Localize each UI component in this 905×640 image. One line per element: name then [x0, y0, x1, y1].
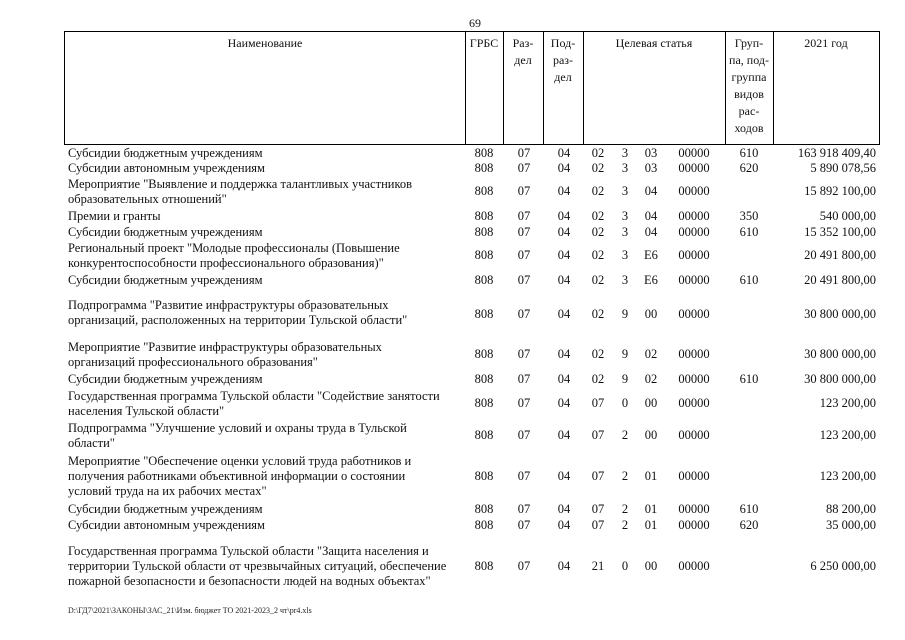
cell-t3: 02	[644, 347, 658, 361]
cell-grbs: 808	[474, 428, 494, 442]
cell-t3: 02	[644, 372, 658, 386]
cell-vr: 610	[739, 502, 759, 516]
cell-grbs: 808	[474, 559, 494, 573]
header-podrazdel: Под- раз- дел	[550, 36, 576, 84]
cell-rz: 07	[517, 502, 531, 516]
cell-rz: 07	[517, 347, 531, 361]
cell-rz: 07	[517, 372, 531, 386]
cell-t4: 00000	[678, 469, 710, 483]
table-row	[0, 389, 905, 419]
cell-t3: 04	[644, 184, 658, 198]
table-row	[0, 502, 905, 517]
cell-t2: 2	[621, 469, 629, 483]
cell-t4: 00000	[678, 347, 710, 361]
cell-grbs: 808	[474, 469, 494, 483]
cell-t1: 07	[591, 502, 605, 516]
cell-t2: 3	[621, 209, 629, 223]
cell-pr: 04	[557, 209, 571, 223]
table-row	[0, 161, 905, 176]
cell-t2: 9	[621, 347, 629, 361]
row-name: Субсидии бюджетным учреждениям	[68, 273, 263, 287]
cell-pr: 04	[557, 502, 571, 516]
cell-t1: 07	[591, 428, 605, 442]
cell-amount: 5 890 078,56	[810, 161, 876, 175]
cell-rz: 07	[517, 307, 531, 321]
row-name: Субсидии бюджетным учреждениям	[68, 502, 263, 516]
cell-t3: 00	[644, 428, 658, 442]
cell-t4: 00000	[678, 209, 710, 223]
cell-t3: 04	[644, 209, 658, 223]
cell-amount: 20 491 800,00	[804, 273, 876, 287]
cell-t1: 02	[591, 209, 605, 223]
cell-t4: 00000	[678, 184, 710, 198]
table-row	[0, 209, 905, 224]
cell-t1: 07	[591, 396, 605, 410]
cell-amount: 35 000,00	[826, 518, 876, 532]
cell-t1: 21	[591, 559, 605, 573]
table-row	[0, 372, 905, 387]
cell-amount: 123 200,00	[819, 428, 876, 442]
cell-t2: 2	[621, 518, 629, 532]
cell-t1: 02	[591, 146, 605, 160]
cell-t2: 3	[621, 146, 629, 160]
row-name: Субсидии бюджетным учреждениям	[68, 372, 263, 386]
cell-t4: 00000	[678, 225, 710, 239]
row-name: Субсидии бюджетным учреждениям	[68, 146, 263, 160]
cell-t1: 02	[591, 273, 605, 287]
header-target-article: Целевая статья	[615, 36, 693, 50]
cell-t3: 00	[644, 559, 658, 573]
cell-amount: 15 352 100,00	[804, 225, 876, 239]
cell-pr: 04	[557, 248, 571, 262]
cell-t2: 0	[621, 396, 629, 410]
cell-t2: 0	[621, 559, 629, 573]
cell-pr: 04	[557, 518, 571, 532]
row-name: Региональный проект "Молодые профессионалы (Повышение конкурентоспособности профессионального образования)"	[68, 241, 400, 270]
cell-pr: 04	[557, 396, 571, 410]
cell-grbs: 808	[474, 347, 494, 361]
table-row	[0, 273, 905, 288]
header-expense-group: Груп- па, под- группа видов рас- ходов	[729, 36, 769, 135]
cell-rz: 07	[517, 248, 531, 262]
header-razdel: Раз- дел	[512, 36, 534, 67]
cell-grbs: 808	[474, 307, 494, 321]
row-name: Мероприятие "Выявление и поддержка талантливых участников образовательных отношений"	[68, 177, 413, 206]
cell-pr: 04	[557, 307, 571, 321]
cell-vr: 610	[739, 273, 759, 287]
cell-t1: 02	[591, 248, 605, 262]
cell-t4: 00000	[678, 502, 710, 516]
cell-amount: 30 800 000,00	[804, 347, 876, 361]
cell-t2: 3	[621, 225, 629, 239]
cell-pr: 04	[557, 225, 571, 239]
cell-vr: 610	[739, 225, 759, 239]
cell-pr: 04	[557, 559, 571, 573]
table-row	[0, 146, 905, 161]
cell-t4: 00000	[678, 248, 710, 262]
cell-grbs: 808	[474, 225, 494, 239]
cell-vr: 610	[739, 372, 759, 386]
cell-t3: 04	[644, 225, 658, 239]
row-name: Подпрограмма "Улучшение условий и охраны труда в Тульской области"	[68, 421, 407, 450]
cell-grbs: 808	[474, 396, 494, 410]
cell-t1: 07	[591, 469, 605, 483]
cell-t3: 01	[644, 502, 658, 516]
cell-grbs: 808	[474, 502, 494, 516]
row-name: Субсидии бюджетным учреждениям	[68, 225, 263, 239]
row-name: Подпрограмма "Развитие инфраструктуры образовательных организаций, расположенных на территории Тульской области"	[68, 298, 408, 327]
cell-pr: 04	[557, 347, 571, 361]
cell-t4: 00000	[678, 396, 710, 410]
row-name: Субсидии автономным учреждениям	[68, 518, 265, 532]
cell-amount: 123 200,00	[819, 396, 876, 410]
footer-file-path: D:\ГД7\2021\ЗАКОНЫ\ЗАС_21\Изм. бюджет ТО 2021-2023_2 чт\pr4.xls	[68, 606, 312, 615]
cell-pr: 04	[557, 146, 571, 160]
cell-vr: 620	[739, 518, 759, 532]
cell-t2: 9	[621, 372, 629, 386]
cell-grbs: 808	[474, 372, 494, 386]
cell-t3: 01	[644, 469, 658, 483]
cell-pr: 04	[557, 184, 571, 198]
cell-pr: 04	[557, 273, 571, 287]
page-number: 69	[469, 16, 481, 30]
row-name: Государственная программа Тульской области "Защита населения и территории Тульской области от чрезвычайных ситуаций, обеспечение пожарной безопасности и безопасности людей на водных объектах"	[68, 544, 447, 588]
row-name: Государственная программа Тульской области "Содействие занятости населения Тульской области"	[68, 389, 440, 418]
cell-t4: 00000	[678, 372, 710, 386]
cell-rz: 07	[517, 518, 531, 532]
cell-pr: 04	[557, 161, 571, 175]
table-row	[0, 518, 905, 533]
cell-t3: 00	[644, 396, 658, 410]
table-row	[0, 421, 905, 451]
cell-amount: 540 000,00	[819, 209, 876, 223]
cell-amount: 30 800 000,00	[804, 372, 876, 386]
cell-t1: 02	[591, 347, 605, 361]
cell-t2: 3	[621, 248, 629, 262]
cell-t4: 00000	[678, 146, 710, 160]
cell-t2: 9	[621, 307, 629, 321]
cell-amount: 20 491 800,00	[804, 248, 876, 262]
cell-t3: Е6	[644, 273, 658, 287]
cell-t2: 2	[621, 428, 629, 442]
table-row	[0, 177, 905, 207]
cell-rz: 07	[517, 469, 531, 483]
cell-rz: 07	[517, 209, 531, 223]
cell-grbs: 808	[474, 273, 494, 287]
table-row	[0, 225, 905, 240]
cell-t1: 02	[591, 372, 605, 386]
table-row	[0, 544, 905, 590]
cell-grbs: 808	[474, 184, 494, 198]
header-name: Наименование	[227, 36, 303, 50]
cell-grbs: 808	[474, 248, 494, 262]
cell-t2: 3	[621, 273, 629, 287]
cell-amount: 6 250 000,00	[810, 559, 876, 573]
cell-t4: 00000	[678, 161, 710, 175]
cell-rz: 07	[517, 184, 531, 198]
cell-t3: 03	[644, 161, 658, 175]
cell-rz: 07	[517, 146, 531, 160]
cell-vr: 350	[739, 209, 759, 223]
cell-grbs: 808	[474, 161, 494, 175]
cell-amount: 30 800 000,00	[804, 307, 876, 321]
cell-vr: 610	[739, 146, 759, 160]
cell-vr: 620	[739, 161, 759, 175]
table-row	[0, 454, 905, 500]
cell-t1: 02	[591, 225, 605, 239]
table-row	[0, 298, 905, 332]
cell-t2: 3	[621, 161, 629, 175]
cell-rz: 07	[517, 161, 531, 175]
cell-pr: 04	[557, 469, 571, 483]
header-year-2021: 2021 год	[804, 36, 848, 50]
cell-t3: 01	[644, 518, 658, 532]
cell-grbs: 808	[474, 209, 494, 223]
cell-t1: 02	[591, 161, 605, 175]
cell-grbs: 808	[474, 146, 494, 160]
cell-amount: 15 892 100,00	[804, 184, 876, 198]
cell-pr: 04	[557, 372, 571, 386]
cell-t2: 2	[621, 502, 629, 516]
cell-rz: 07	[517, 273, 531, 287]
cell-t1: 02	[591, 184, 605, 198]
cell-t3: 03	[644, 146, 658, 160]
row-name: Премии и гранты	[68, 209, 161, 223]
cell-t4: 00000	[678, 518, 710, 532]
header-grbs: ГРБС	[469, 36, 499, 50]
cell-rz: 07	[517, 559, 531, 573]
cell-t1: 02	[591, 307, 605, 321]
row-name: Мероприятие "Обеспечение оценки условий труда работников и получения работниками объективной информации о состоянии условий труда на их рабочих местах"	[68, 454, 412, 498]
cell-t1: 07	[591, 518, 605, 532]
cell-amount: 88 200,00	[826, 502, 876, 516]
table-row	[0, 340, 905, 370]
row-name: Мероприятие "Развитие инфраструктуры образовательных организаций профессионального образования"	[68, 340, 382, 369]
cell-t3: 00	[644, 307, 658, 321]
cell-t4: 00000	[678, 559, 710, 573]
row-name: Субсидии автономным учреждениям	[68, 161, 265, 175]
table-row	[0, 241, 905, 271]
cell-t4: 00000	[678, 428, 710, 442]
cell-rz: 07	[517, 396, 531, 410]
table-header	[64, 31, 880, 145]
cell-amount: 163 918 409,40	[797, 146, 876, 160]
cell-t4: 00000	[678, 273, 710, 287]
cell-t3: Е6	[644, 248, 658, 262]
cell-t4: 00000	[678, 307, 710, 321]
cell-amount: 123 200,00	[819, 469, 876, 483]
cell-rz: 07	[517, 428, 531, 442]
cell-pr: 04	[557, 428, 571, 442]
cell-t2: 3	[621, 184, 629, 198]
cell-grbs: 808	[474, 518, 494, 532]
cell-rz: 07	[517, 225, 531, 239]
